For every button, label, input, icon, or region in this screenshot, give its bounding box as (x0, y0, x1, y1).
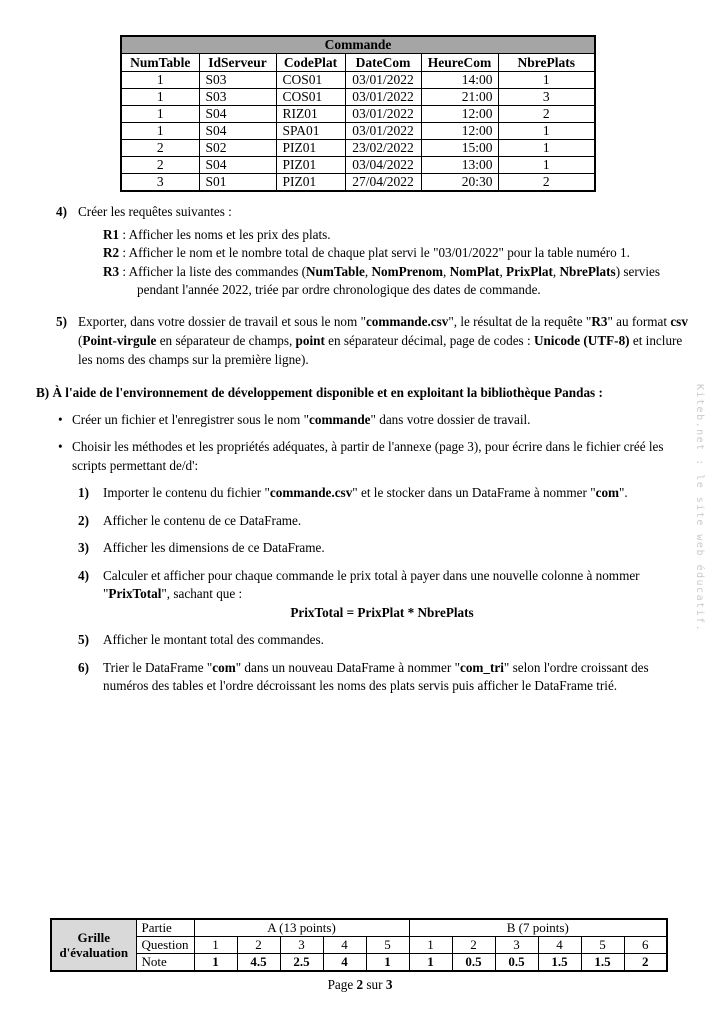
query-r1: R1 : Afficher les noms et les prix des plats. (103, 226, 331, 242)
table-cell: 2 (121, 157, 199, 174)
table-cell: 03/01/2022 (345, 89, 421, 106)
grille-title: Grille d'évaluation (51, 919, 136, 971)
item-number: 1) (78, 485, 89, 500)
table-cell: 03/01/2022 (345, 72, 421, 89)
bullet-text: Créer un fichier et l'enregistrer sous le nom "commande" dans votre dossier de travail. (72, 411, 531, 427)
table-row (121, 72, 595, 89)
question-number: 4 (323, 937, 366, 954)
column-header-heurecom: HeureCom (421, 54, 498, 72)
question-number: 5 (366, 937, 409, 954)
table-cell: 1 (121, 89, 199, 106)
grille-row-question (51, 937, 667, 954)
table-cell: PIZ01 (276, 140, 345, 157)
table-cell: S04 (199, 106, 276, 123)
note-value: 0.5 (452, 954, 495, 972)
column-header-datecom: DateCom (345, 54, 421, 72)
table-cell: 3 (498, 89, 595, 106)
table-cell: 1 (121, 72, 199, 89)
list-item (78, 484, 686, 503)
table-cell: 1 (498, 123, 595, 140)
question-number: 3 (495, 937, 538, 954)
list-item (78, 567, 686, 604)
table-cell: S01 (199, 174, 276, 192)
section-a-item-4 (56, 203, 720, 222)
table-cell: COS01 (276, 72, 345, 89)
table-title-row (121, 36, 595, 54)
table-cell: PIZ01 (276, 174, 345, 192)
table-cell: S03 (199, 72, 276, 89)
table-cell: PIZ01 (276, 157, 345, 174)
note-value: 2 (624, 954, 667, 972)
table-cell: 1 (498, 140, 595, 157)
question-number: 6 (624, 937, 667, 954)
note-value: 1.5 (581, 954, 624, 972)
question-number: 3 (280, 937, 323, 954)
table-row (121, 89, 595, 106)
table-header-row (121, 54, 595, 72)
table-row (121, 106, 595, 123)
bullet-icon (58, 438, 72, 475)
table-cell: RIZ01 (276, 106, 345, 123)
table-cell: S03 (199, 89, 276, 106)
item-text: Afficher les dimensions de ce DataFrame. (103, 540, 325, 555)
question-number: 1 (409, 937, 452, 954)
table-cell: 03/01/2022 (345, 123, 421, 140)
column-header-codeplat: CodePlat (276, 54, 345, 72)
table-cell: 1 (498, 72, 595, 89)
table-cell: 15:00 (421, 140, 498, 157)
item-text: Exporter, dans votre dossier de travail et sous le nom "commande.csv", le résultat de la requête "R3" au format csv (Point-virgule en séparateur de champs, point en séparateur décimal, page de codes : Unicode (UTF-8) et inclure les noms des champs sur la première ligne). (78, 313, 688, 367)
list-item (78, 512, 686, 531)
grille-row-partie (51, 919, 667, 937)
section-b-heading: B) À l'aide de l'environnement de développement disponible et en exploitant la bibliothèque Pandas : (36, 384, 603, 400)
table-cell: 2 (498, 174, 595, 192)
item-number: 2) (78, 512, 89, 528)
note-value: 4 (323, 954, 366, 972)
section-a-item-5 (56, 312, 688, 369)
item-number: 5) (56, 313, 67, 329)
evaluation-table (50, 918, 668, 972)
table-cell: 12:00 (421, 106, 498, 123)
grille-row-note (51, 954, 667, 972)
table-cell: 3 (121, 174, 199, 192)
column-header-idserveur: IdServeur (199, 54, 276, 72)
table-cell: 14:00 (421, 72, 498, 89)
table-row (121, 140, 595, 157)
table-title: Commande (121, 36, 595, 54)
part-b-label: B (7 points) (409, 919, 667, 937)
table-cell: S02 (199, 140, 276, 157)
item-text: Importer le contenu du fichier "commande.csv" et le stocker dans un DataFrame à nommer "com". (103, 485, 628, 500)
table-cell: 2 (498, 106, 595, 123)
page-footer: Page 2 sur 3 (327, 977, 393, 992)
table-cell: 21:00 (421, 89, 498, 106)
table-cell: 13:00 (421, 157, 498, 174)
table-cell: 1 (121, 106, 199, 123)
table-cell: 1 (498, 157, 595, 174)
note-value: 4.5 (237, 954, 280, 972)
note-value: 1 (409, 954, 452, 972)
column-header-numtable: NumTable (121, 54, 199, 72)
table-cell: SPA01 (276, 123, 345, 140)
item-number: 6) (78, 659, 89, 675)
row-label-question: Question (136, 937, 194, 954)
item-number: 4) (56, 204, 67, 219)
part-a-label: A (13 points) (194, 919, 409, 937)
table-cell: 12:00 (421, 123, 498, 140)
table-row (121, 174, 595, 192)
table-cell: 2 (121, 140, 199, 157)
note-value: 1.5 (538, 954, 581, 972)
watermark: Kiteb.net : le site web éducatif. (694, 384, 705, 633)
item-number: 5) (78, 632, 89, 647)
question-number: 4 (538, 937, 581, 954)
row-label-partie: Partie (136, 919, 194, 937)
question-number: 5 (581, 937, 624, 954)
query-list (103, 226, 688, 300)
table-cell: S04 (199, 157, 276, 174)
table-cell: COS01 (276, 89, 345, 106)
bullet-item (58, 438, 686, 475)
list-item (78, 631, 686, 650)
note-value: 0.5 (495, 954, 538, 972)
item-text: Calculer et afficher pour chaque commande le prix total à payer dans une nouvelle colonne à nommer "PrixTotal", sachant que : (103, 567, 640, 601)
item-number: 4) (78, 567, 89, 583)
formula: PrixTotal = PrixPlat * NbrePlats (290, 604, 474, 620)
note-value: 1 (194, 954, 237, 972)
table-row (121, 157, 595, 174)
section-b-item-list (0, 484, 720, 696)
table-cell: S04 (199, 123, 276, 140)
bullet-text: Choisir les méthodes et les propriétés adéquates, à partir de l'annexe (page 3), pour écrire dans le fichier créé les scripts permettant de/d': (72, 439, 664, 473)
bullet-item (58, 411, 686, 430)
table-cell: 03/01/2022 (345, 106, 421, 123)
query-r3: R3 : Afficher la liste des commandes (NumTable, NomPrenom, NomPlat, PrixPlat, NbrePlats) servies pendant l'année 2022, triée par ordre chronologique des dates de commande. (103, 263, 660, 297)
row-label-note: Note (136, 954, 194, 972)
table-cell: 1 (121, 123, 199, 140)
column-header-nbreplats: NbrePlats (498, 54, 595, 72)
note-value: 2.5 (280, 954, 323, 972)
item-text: Créer les requêtes suivantes : (78, 204, 232, 219)
item-number: 3) (78, 540, 89, 555)
query-r2: R2 : Afficher le nom et le nombre total de chaque plat servi le "03/01/2022" pour la table numéro 1. (103, 245, 630, 260)
question-number: 2 (237, 937, 280, 954)
table-cell: 20:30 (421, 174, 498, 192)
list-item (78, 539, 686, 558)
table-cell: 03/04/2022 (345, 157, 421, 174)
table-row (121, 123, 595, 140)
list-item (78, 659, 686, 696)
note-value: 1 (366, 954, 409, 972)
table-cell: 27/04/2022 (345, 174, 421, 192)
item-text: Afficher le contenu de ce DataFrame. (103, 512, 302, 528)
table-cell: 23/02/2022 (345, 140, 421, 157)
bullet-icon (58, 411, 72, 430)
commande-table (120, 35, 596, 192)
item-text: Trier le DataFrame "com" dans un nouveau DataFrame à nommer "com_tri" selon l'ordre croissant des numéros des tables et l'ordre décroissant les noms des plats servis puis afficher le DataFrame trié. (103, 659, 649, 693)
question-number: 1 (194, 937, 237, 954)
question-number: 2 (452, 937, 495, 954)
item-text: Afficher le montant total des commandes. (103, 632, 324, 647)
